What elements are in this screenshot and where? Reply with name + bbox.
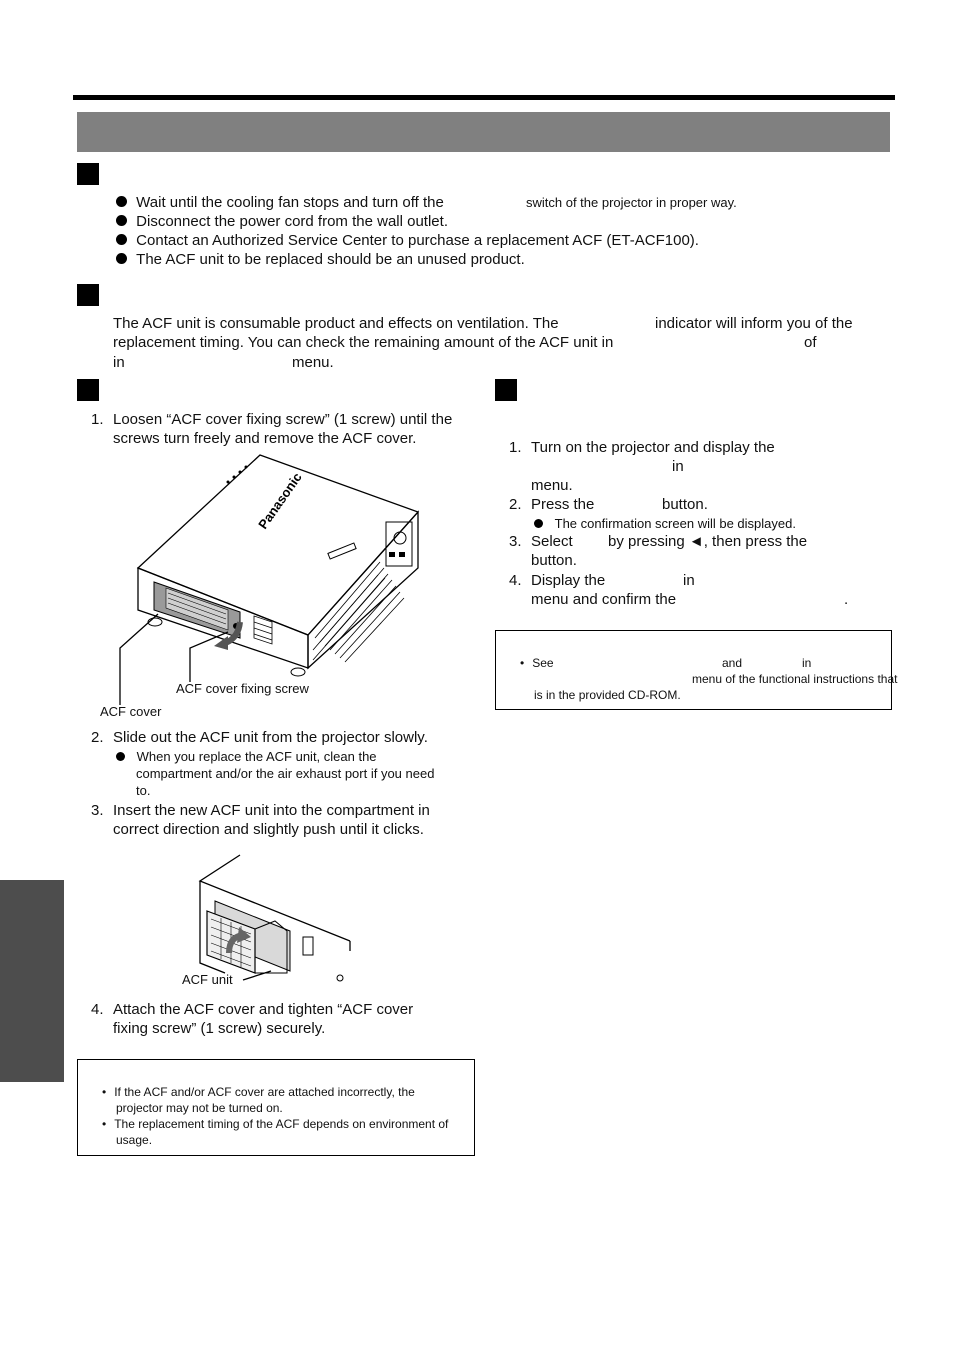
right-step-1b: in [672,458,684,475]
right-note-and: and [722,656,743,670]
fig2-label-unit: ACF unit [182,972,233,987]
left-step-4: 4. Attach the ACF cover and tighten “ACF cover fixing screw” (1 screw) securely. [91,1001,414,1037]
section-marker-icon [77,379,99,401]
left-step-1: 1. Loosen “ACF cover fixing screw” (1 screw) until the screws turn freely and remove the ACF cover. [91,411,453,447]
bullet-icon [116,196,127,207]
top-rule [73,95,895,100]
bullet-icon [116,253,127,264]
left-note-item-2: • The replacement timing of the ACF depends on environment of usage. [102,1117,449,1147]
prep-bullet-2: Disconnect the power cord from the wall outlet. [116,212,448,231]
right-step-4b: in [683,572,695,589]
left-step-2: 2. Slide out the ACF unit from the projector slowly. [91,729,428,746]
right-step-3a: 3. Select [509,533,573,550]
fig1-label-screw: ACF cover fixing screw [176,681,309,696]
svg-text:Panasonic: Panasonic [255,469,305,532]
right-step-4d: . [844,591,849,608]
timing-line3b: menu. [292,354,334,371]
right-step-4c: menu and confirm the [531,591,677,608]
bullet-icon [116,234,127,245]
right-note-line3: is in the provided CD-ROM. [534,688,681,702]
right-note-in: in [802,656,812,670]
projector-acf-cover-illustration [110,450,430,700]
left-step-2-note: When you replace the ACF unit, clean the compartment and/or the air exhaust port if you need to. [116,748,476,799]
right-note-line2: menu of the functional instructions that [692,672,898,686]
left-note-item-1: • If the ACF and/or ACF cover are attached incorrectly, the projector may not be turned on. [102,1085,415,1115]
right-step-2b: button. [662,496,708,513]
timing-line1b: indicator will inform you of the [655,315,853,332]
section-marker-icon [495,379,517,401]
side-chapter-tab [0,880,64,1082]
timing-line2a: replacement timing. You can check the remaining amount of the ACF unit in [113,334,614,351]
timing-line3a: in [113,354,125,371]
bullet-icon [116,215,127,226]
right-note-line1: • See [520,656,554,670]
prep-bullet-3: Contact an Authorized Service Center to purchase a replacement ACF (ET-ACF100). [116,231,699,250]
timing-line2b: of [804,334,817,351]
bullet-icon [534,519,543,528]
bullet-icon [116,752,125,761]
section-marker-icon [77,163,99,185]
right-step-3b: by pressing ◄, then press the [608,533,808,550]
section-marker-icon [77,284,99,306]
prep-bullet-4: The ACF unit to be replaced should be an unused product. [116,250,525,269]
right-step-2-note: The confirmation screen will be displayed. [534,515,796,532]
right-step-1c: menu. [531,477,573,494]
right-step-3c: button. [531,552,577,569]
right-step-1a: 1. Turn on the projector and display the [509,439,775,456]
right-step-4a: 4. Display the [509,572,606,589]
fig1-label-cover: ACF cover [100,704,162,719]
prep-bullet-1-cont: switch of the projector in proper way. [526,195,737,210]
right-step-2a: 2. Press the [509,496,595,513]
section-banner [77,112,890,152]
left-step-3: 3. Insert the new ACF unit into the compartment in correct direction and slightly push until it clicks. [91,802,430,838]
timing-line1a: The ACF unit is consumable product and effects on ventilation. The [113,315,559,332]
prep-bullet-1: Wait until the cooling fan stops and turn off the [116,193,444,212]
